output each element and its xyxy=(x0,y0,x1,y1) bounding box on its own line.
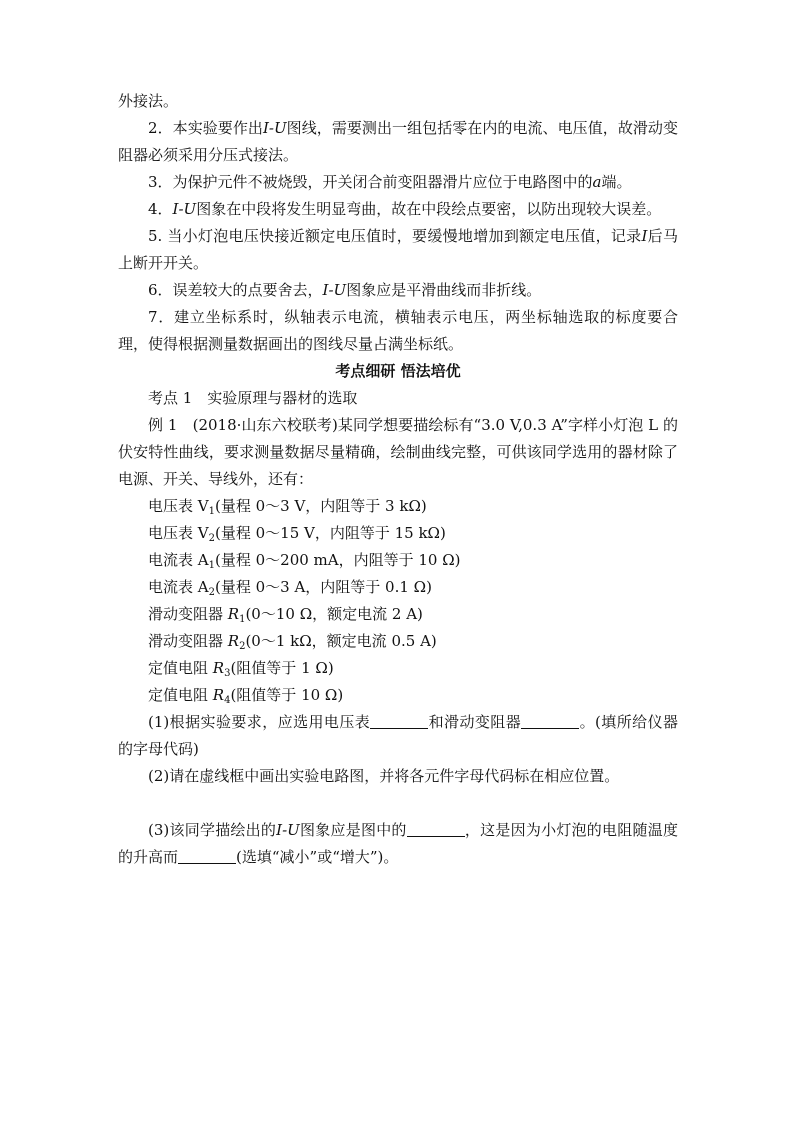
question-3: (3)该同学描绘出的I-U图象应是图中的 ，这是因为小灯泡的电阻随温度的升高而 (选填“减小”或“增大”)。 xyxy=(118,821,678,866)
equipment-item: 滑动变阻器 $R_2(0\sim 1$ kΩ，额定电流 0.5 A) xyxy=(148,632,437,652)
question-2: (2)请在虚线框中画出实验电路图，并将各元件字母代码标在相应位置。 xyxy=(148,767,620,785)
document-page xyxy=(118,88,678,871)
equipment-item: 电流表 $A_1$(量程 0～200 mA，内阻等于 10 Ω) xyxy=(148,551,461,571)
question-1: (1)根据实验要求，应选用电压表 和滑动变阻器 。(填所给仪器的字母代码) xyxy=(118,713,678,758)
equipment-item: 电流表 $A_2$(量程 0～3 A，内阻等于 0.1 Ω) xyxy=(148,578,432,598)
answer-blank[interactable] xyxy=(178,847,236,864)
equipment-item: 滑动变阻器 $R_1(0\sim 10$ Ω，额定电流 2 A) xyxy=(148,605,423,625)
equipment-list xyxy=(118,493,678,709)
kaodian-title: 考点 1 实验原理与器材的选取 xyxy=(148,389,358,407)
equipment-item: 电压表 $V_1$(量程 0～3 V，内阻等于 3 kΩ) xyxy=(148,497,427,517)
equipment-item: 定值电阻 $R_4$(阻值等于 10 Ω) xyxy=(148,686,344,706)
answer-blank[interactable] xyxy=(407,820,465,837)
equipment-item: 定值电阻 $R_3$(阻值等于 1 Ω) xyxy=(148,659,334,679)
note-3: 3．为保护元件不被烧毁，开关闭合前变阻器滑片应位于电路图中的a端。 xyxy=(148,173,632,191)
answer-blank[interactable] xyxy=(521,712,579,729)
note-4: 4．I-U图象在中段将发生明显弯曲，故在中段绘点要密，以防出现较大误差。 xyxy=(148,200,662,218)
note-2: 2．本实验要作出I-U图线，需要测出一组包括零在内的电流、电压值，故滑动变阻器必须采用分压式接法。 xyxy=(118,119,678,164)
example-text: 例 1 (2018·山东六校联考)某同学想要描绘标有“3.0 V,0.3 A”字样小灯泡 L 的伏安特性曲线，要求测量数据尽量精确，绘制曲线完整，可供该同学选用的器材除了电源、开关、导线外，还有： xyxy=(118,416,678,488)
answer-blank[interactable] xyxy=(370,712,428,729)
spacer xyxy=(118,790,678,817)
section-heading: 考点细研 悟法培优 xyxy=(335,362,461,380)
equipment-item: 电压表 $V_2$(量程 0～15 V，内阻等于 15 kΩ) xyxy=(148,524,446,544)
text-line: 外接法。 xyxy=(118,92,179,110)
note-6: 6．误差较大的点要舍去，I-U图象应是平滑曲线而非折线。 xyxy=(148,281,542,299)
note-5: 5. 当小灯泡电压快接近额定电压值时，要缓慢地增加到额定电压值，记录I后马上断开开关。 xyxy=(118,227,678,272)
note-7: 7．建立坐标系时，纵轴表示电流，横轴表示电压，两坐标轴选取的标度要合理，使得根据测量数据画出的图线尽量占满坐标纸。 xyxy=(118,308,678,353)
